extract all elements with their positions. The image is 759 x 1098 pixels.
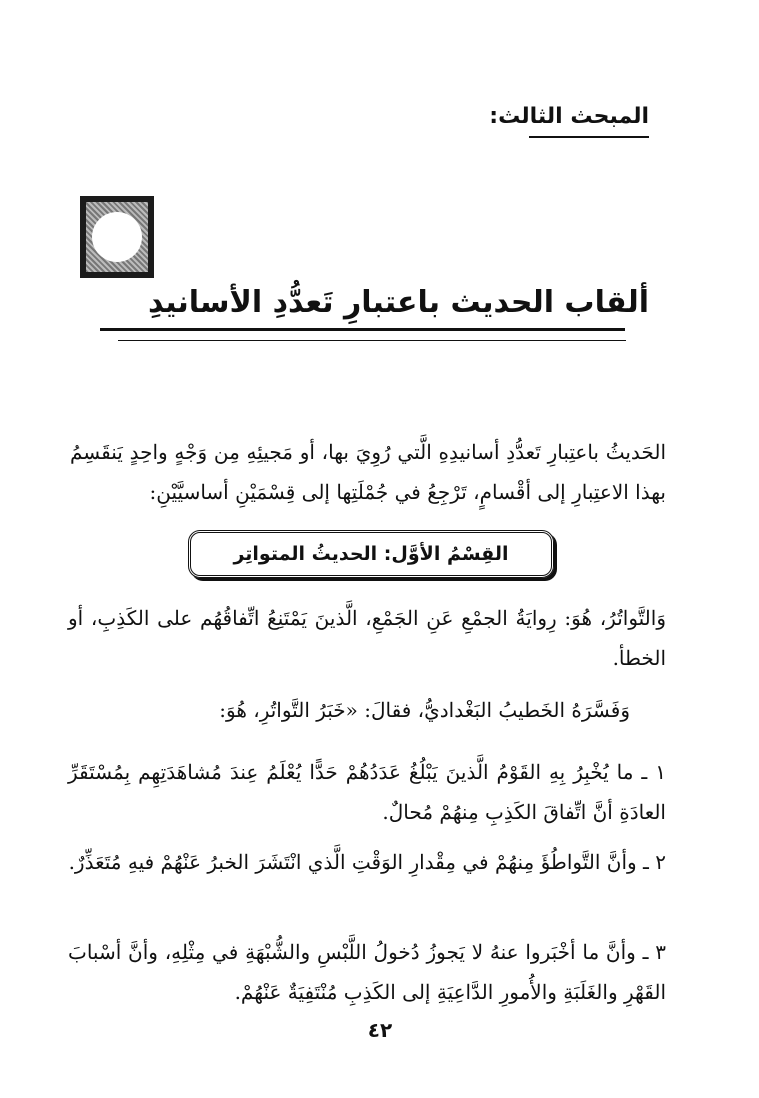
chapter-title: ألقاب الحديث باعتبارِ تَعدُّدِ الأسانيدِ <box>147 285 649 320</box>
page-number: ٤٢ <box>367 1018 393 1042</box>
title-rule-thin <box>118 340 626 341</box>
khatib-intro: وَفَسَّرَهُ الخَطيبُ البَغْداديُّ، فقالَ: «خَبَرُ التَّواتُرِ، هُوَ: <box>219 698 630 722</box>
ornament-circle <box>92 212 142 262</box>
chapter-ornament-icon <box>80 196 154 278</box>
section-label: المبحث الثالث: <box>489 104 649 129</box>
title-rule-thick <box>100 328 625 331</box>
list-item: ٣ ـ وأنَّ ما أخْبَروا عنهُ لا يَجوزُ دُخولُ اللَّبْسِ والشُّبْهَةِ في مِثْلِهِ، وأنَّ أسْبابَ القَهْرِ والغَلَبَةِ والأُمورِ الدَّاعِيَةِ إلى الكَذِبِ مُنْتَفِيَةٌ عَنْهُمْ. <box>68 940 666 1004</box>
list-item: ١ ـ ما يُخْبِرُ بِهِ القَوْمُ الَّذينَ يَبْلُغُ عَدَدُهُمْ حَدًّا يُعْلَمُ عِندَ مُشاهَدَتِهِم بِمُسْتَقَرِّ العادَةِ أنَّ اتِّفاقَ الكَذِبِ مِنهُمْ مُحالٌ. <box>68 760 666 824</box>
section-heading-box <box>188 530 554 578</box>
section-heading-title: القِسْمُ الأوَّل: الحديثُ المتواتِر <box>233 543 509 565</box>
intro-paragraph: الحَديثُ باعتِبارِ تَعدُّدِ أسانيدِهِ الَّتي رُوِيَ بها، أو مَجيئِهِ مِن وَجْهٍ واحِدٍ يَنقَسِمُ بهذا الاعتِبارِ إلى أقْسامٍ، تَرْجِعُ في جُمْلَتِها إلى قِسْمَيْنِ أساسيَّيْنِ: <box>70 440 666 504</box>
list-item: ٢ ـ وأنَّ التَّواطُؤَ مِنهُمْ في مِقْدارِ الوَقْتِ الَّذي انْتَشَرَ الخبرُ عَنْهُمْ فيهِ مُتَعَذِّرٌ. <box>68 850 666 874</box>
definition-paragraph: وَالتَّواتُرُ، هُوَ: رِوايَةُ الجمْعِ عَنِ الجَمْعِ، الَّذينَ يَمْتَنِعُ اتِّفاقُهُم على الكَذِبِ، أو الخطأ. <box>68 606 666 670</box>
ornament-pattern <box>86 202 148 272</box>
section-label-underline <box>529 136 649 138</box>
